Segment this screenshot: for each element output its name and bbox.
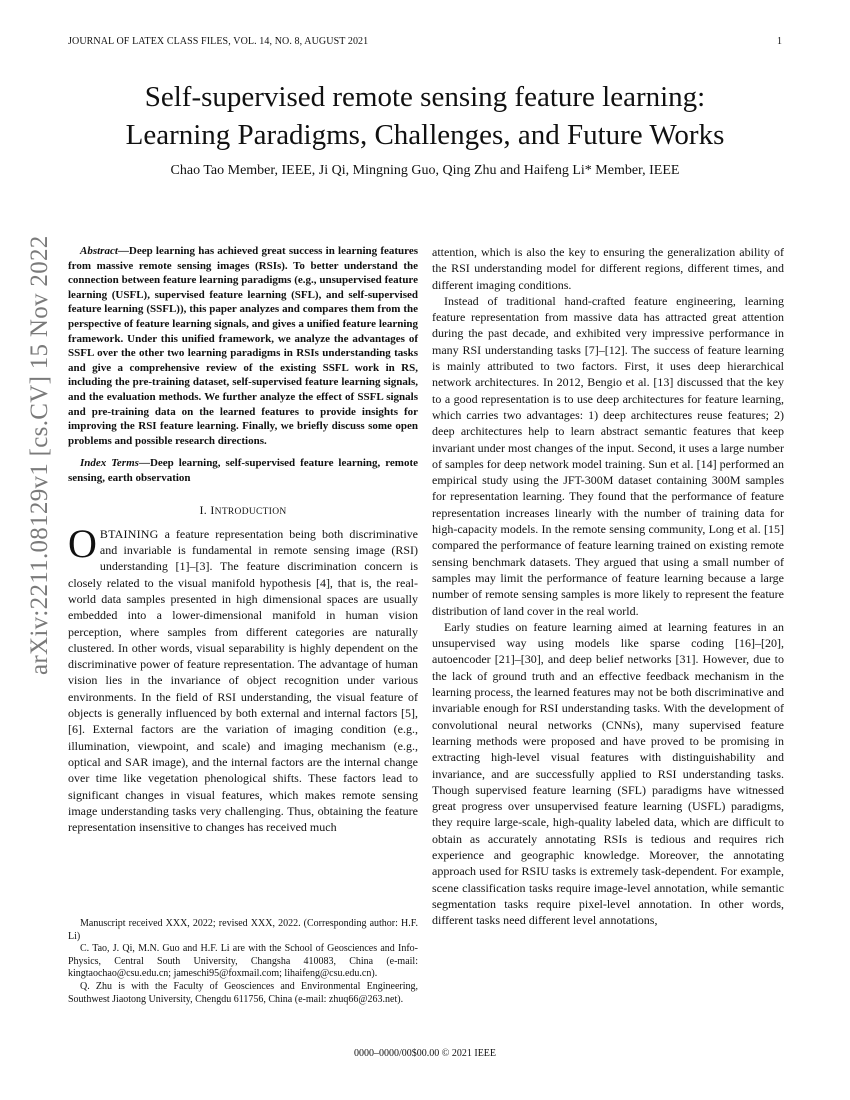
arxiv-identifier-stamp: arXiv:2211.08129v1 [cs.CV] 15 Nov 2022 [26, 235, 53, 675]
footnote-manuscript: Manuscript received XXX, 2022; revised XXX, 2022. (Corresponding author: H.F. Li) [68, 918, 418, 942]
title-line-1: Self-supervised remote sensing feature learning: [144, 81, 706, 113]
author-list: Chao Tao Member, IEEE, Ji Qi, Mingning Guo, Qing Zhu and Haifeng Li* Member, IEEE [170, 163, 680, 178]
drop-cap: O [68, 520, 97, 566]
footnote-affiliation-1: C. Tao, J. Qi, M.N. Guo and H.F. Li are with the School of Geosciences and Info-Physics, Central South University, Changsha 410083, China (e-mail: kingtaochao@csu.edu.cn; jameschi95@foxmail.com; lihaifeng@csu.edu.cn). [68, 943, 418, 980]
footer-copyright: 0000–0000/00$00.00 © 2021 IEEE [353, 1048, 497, 1059]
index-terms-text: —Deep learning, self-supervised feature learning, remote sensing, earth observation [68, 457, 418, 484]
running-head: JOURNAL OF LATEX CLASS FILES, VOL. 14, NO. 8, AUGUST 2021 [68, 36, 369, 47]
index-terms-lead: Index Terms [80, 457, 139, 470]
section-numeral: I. [199, 502, 208, 517]
page-number: 1 [777, 36, 782, 47]
intro-text: a feature representation being both discriminative and invariable is fundamental in remote sensing image (RSI) understanding [1]–[3]. The feature discrimination concern is closely related to the visual manifold hypothesis [4], that is, the real-world data samples presented in high dimensional spaces are usually embedded into a lower-dimensional manifold in human vision perception, where samples from different categories are naturally clustered. In other words, visual separability is highly dependent on the discriminative power of feature representation. The advantage of human vision lies in the invariance of object recognition under various environments. In the field of RSI understanding, the visual feature of objects is generally influenced by both external and internal factors [5], [6]. External factors are the variation of imaging condition (e.g., illumination, viewpoint, and scale) and imaging mechanism (e.g., optical and SAR image), and the internal factors are the internal change over time like vegetation phenological shifts. These factors lead to significant changes in visual features, which makes remote sensing image understanding tasks very challenging. Thus, obtaining the feature representation insensitive to changes has received much [68, 526, 418, 835]
body-paragraph-continuation: attention, which is also the key to ensuring the generalization ability of the RSI understanding model for different regions, different times, and different imaging conditions. [432, 245, 784, 292]
right-column [432, 244, 784, 928]
abstract [68, 244, 418, 448]
paper-title [40, 78, 810, 154]
abstract-text: —Deep learning has achieved great success in learning features from massive remote sensing images (RSIs). To better understand the connection between feature learning paradigms (e.g., unsupervised feature learning (USFL), supervised feature learning (SFL), and self-supervised feature learning (SSFL)), this paper analyzes and compares them from the perspective of feature learning signals, and gives a unified feature learning framework. Under this unified framework, we analyze the advantages of SSFL over the other two learning paradigms in RSIs understanding tasks and give a comprehensive review of the existing SSFL work in RS, including the pre-training dataset, self-supervised feature learning signals, and the evaluation methods. We further analyze the effect of SSFL signals and pre-training data on the learned features to provide insights for improving the RSI feature learning. Finally, we briefly discuss some open problems and possible research directions. [68, 245, 418, 447]
section-initial: I [210, 502, 215, 517]
section-heading-introduction [68, 502, 418, 520]
body-paragraph-2: Instead of traditional hand-crafted feature engineering, learning feature representation from massive data has attracted great attention during the past decade, and exhibited very impressive performance in many RSI understanding tasks [7]–[12]. The success of feature learning is mainly attributed to two factors. First, it uses deep hierarchical network architectures. In 2012, Bengio et al. [13] discussed that the key to a good representation is to use deep architectures for feature learning, which carries two advantages: 1) deep architectures reuse features; 2) deep architectures help to learn abstract semantic features that keep invariant under most changes of the input. Second, it uses a large number of samples for deep network model training. Sun et al. [14] performed an empirical study using the JFT-300M dataset containing 300M samples for representation learning. They found that the performance of feature representation increases linearly with the number of training data for high-capacity models. In the remote sensing community, Long et al. [15] compared the performance of feature learning trained on existing remote sensing benchmark datasets. They argued that using a small number of samples may limit the performance of feature learning because a large number of remote sensing samples is more likely to represent the feature distribution of land cover in the real world. [432, 293, 784, 618]
intro-smallcaps: BTAINING [99, 526, 159, 541]
footnote-affiliation-2: Q. Zhu is with the Faculty of Geosciences and Environmental Engineering, Southwest Jiaotong University, Chengdu 611756, China (e-mail: zhuq66@263.net). [68, 980, 418, 1005]
abstract-lead: Abstract [80, 245, 118, 257]
section-name-rest: NTRODUCTION [214, 506, 287, 517]
left-column [68, 244, 418, 835]
index-terms [68, 456, 418, 485]
title-line-2: Learning Paradigms, Challenges, and Future Works [125, 119, 725, 151]
footnotes [68, 918, 418, 1006]
intro-paragraph [68, 520, 418, 836]
body-paragraph-3: Early studies on feature learning aimed at learning features in an unsupervised way using models like sparse coding [16]–[20], autoencoder [21]–[30], and deep belief networks [31]. However, due to the lack of ground truth and an effective feedback mechanism in the learning process, the learned features may not be both discriminative and invariable enough for RSI understanding tasks. With the development of convolutional neural networks (CNNs), many supervised feature learning methods were proposed and have proved to be promising in extracting high-level visual features with distinguishability and invariance, and are successfully applied to RSI understanding tasks. Though supervised feature learning (SFL) paradigms have witnessed great progress over unsupervised feature learning (USFL) paradigms, they require large-scale, high-quality labeled data, which are difficult to obtain as accurately annotating RSIs is tedious and requires rich experience and geographic knowledge. Moreover, the annotating approach used for RSIU tasks is extremely task-dependent. For example, scene classification tasks require image-level annotation, while semantic segmentation tasks require pixel-level annotation. In other words, different tasks need different level annotations, [432, 619, 784, 928]
